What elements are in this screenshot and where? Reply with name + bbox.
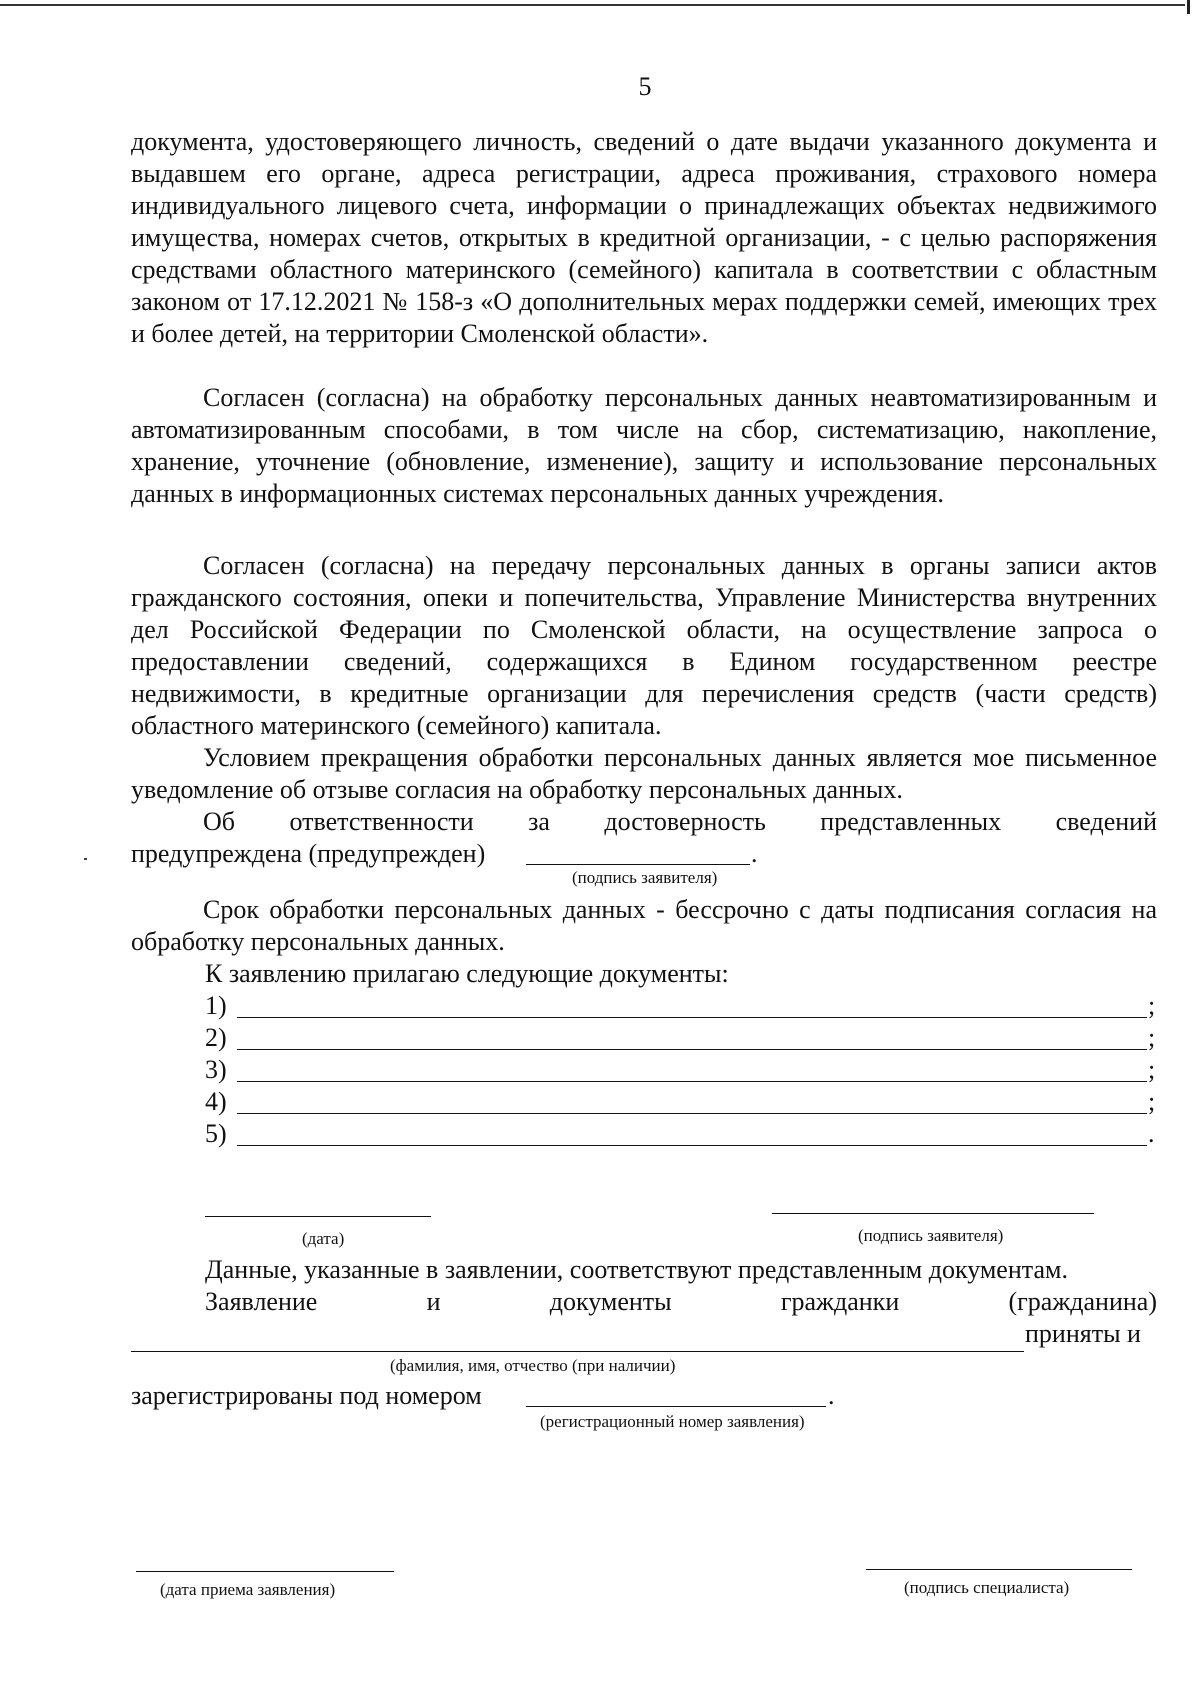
attachment-end-4: ; bbox=[1148, 1087, 1156, 1116]
registered-period: . bbox=[828, 1381, 835, 1410]
storage-term-paragraph: Срок обработки персональных данных - бессрочно с даты подписания согласия на обработку персональных данных. bbox=[131, 895, 1157, 956]
responsibility-line-1: Об ответственности за достоверность представленных сведений bbox=[203, 807, 1157, 836]
citizen-name-line[interactable] bbox=[131, 1351, 1024, 1352]
consent-paragraph-1: документа, удостоверяющего личность, сведений о дате выдачи указанного документа и выдавшем его органе, адреса регистрации, адреса проживания, страхового номера индивидуального лицевого счета, информации о принадлежащих объектах недвижимого имущества, номерах счетов, открытых в кредитной организации, - с целью распоряжения средствами областного материнского (семейного) капитала в соответствии с областным законом от 17.12.2021 № 158-з «О дополнительных мерах поддержки семей, имеющих трех и более детей, на территории Смоленской области». bbox=[131, 127, 1157, 348]
consent-paragraph-2: Согласен (согласна) на обработку персональных данных неавтоматизированным и автоматизированным способами, в том числе на сбор, систематизацию, накопление, хранение, уточнение (обновление, изменение), защиту и использование персональных данных в информационных системах персональных данных учреждения. bbox=[131, 383, 1157, 508]
registered-text: зарегистрированы под номером bbox=[131, 1381, 482, 1410]
accepted-line-1: Заявление и документы гражданки (гражданина) bbox=[205, 1287, 1157, 1316]
top-border-line bbox=[0, 4, 1185, 6]
attachment-number-4: 4) bbox=[205, 1087, 227, 1116]
attachment-number-1: 1) bbox=[205, 991, 227, 1020]
attachment-end-5: . bbox=[1148, 1119, 1155, 1148]
applicant-signature-caption-1: (подпись заявителя) bbox=[572, 868, 718, 887]
attachment-number-5: 5) bbox=[205, 1119, 227, 1148]
attachment-line-4[interactable] bbox=[237, 1113, 1147, 1114]
right-edge-mark bbox=[1187, 0, 1190, 14]
applicant-signature-line-1[interactable] bbox=[526, 864, 750, 865]
registration-number-line[interactable] bbox=[526, 1406, 826, 1407]
responsibility-period: . bbox=[751, 839, 758, 868]
attachment-line-5[interactable] bbox=[237, 1145, 1147, 1146]
consent-paragraph-3: Согласен (согласна) на передачу персональных данных в органы записи актов гражданского состояния, опеки и попечительства, Управление Министерства внутренних дел Российской Федерации по Смоленской области, на осуществление запроса о предоставлении сведений, содержащихся в Едином государственном реестре недвижимости, в кредитные организации для перечисления средств (части средств) областного материнского (семейного) капитала. bbox=[131, 551, 1157, 740]
date-caption: (дата) bbox=[302, 1229, 345, 1248]
attachments-heading: К заявлению прилагаю следующие документы: bbox=[205, 959, 729, 988]
date-line[interactable] bbox=[205, 1216, 431, 1217]
acceptance-date-line[interactable] bbox=[136, 1571, 394, 1572]
applicant-signature-line-2[interactable] bbox=[772, 1213, 1094, 1214]
attachment-line-3[interactable] bbox=[237, 1081, 1147, 1082]
verification-text: Данные, указанные в заявлении, соответствуют представленным документам. bbox=[205, 1255, 1068, 1284]
attachment-number-3: 3) bbox=[205, 1055, 227, 1084]
fio-caption: (фамилия, имя, отчество (при наличии) bbox=[390, 1356, 676, 1375]
attachment-end-2: ; bbox=[1148, 1023, 1156, 1052]
attachment-end-1: ; bbox=[1148, 991, 1156, 1020]
attachment-end-3: ; bbox=[1148, 1055, 1156, 1084]
margin-dot bbox=[84, 858, 87, 860]
registration-number-caption: (регистрационный номер заявления) bbox=[540, 1412, 805, 1431]
attachment-line-1[interactable] bbox=[237, 1017, 1147, 1018]
attachment-line-2[interactable] bbox=[237, 1049, 1147, 1050]
consent-paragraph-4: Условием прекращения обработки персональных данных является мое письменное уведомление об отзыве согласия на обработку персональных данных. bbox=[131, 743, 1157, 804]
accepted-line-2-end: приняты и bbox=[1025, 1319, 1141, 1348]
specialist-signature-caption: (подпись специалиста) bbox=[904, 1578, 1070, 1597]
specialist-signature-line[interactable] bbox=[866, 1569, 1132, 1570]
attachment-number-2: 2) bbox=[205, 1023, 227, 1052]
applicant-signature-caption-2: (подпись заявителя) bbox=[858, 1226, 1004, 1245]
acceptance-date-caption: (дата приема заявления) bbox=[160, 1580, 336, 1599]
responsibility-line-2: предупреждена (предупрежден) bbox=[131, 839, 486, 868]
page-number: 5 bbox=[638, 72, 652, 101]
